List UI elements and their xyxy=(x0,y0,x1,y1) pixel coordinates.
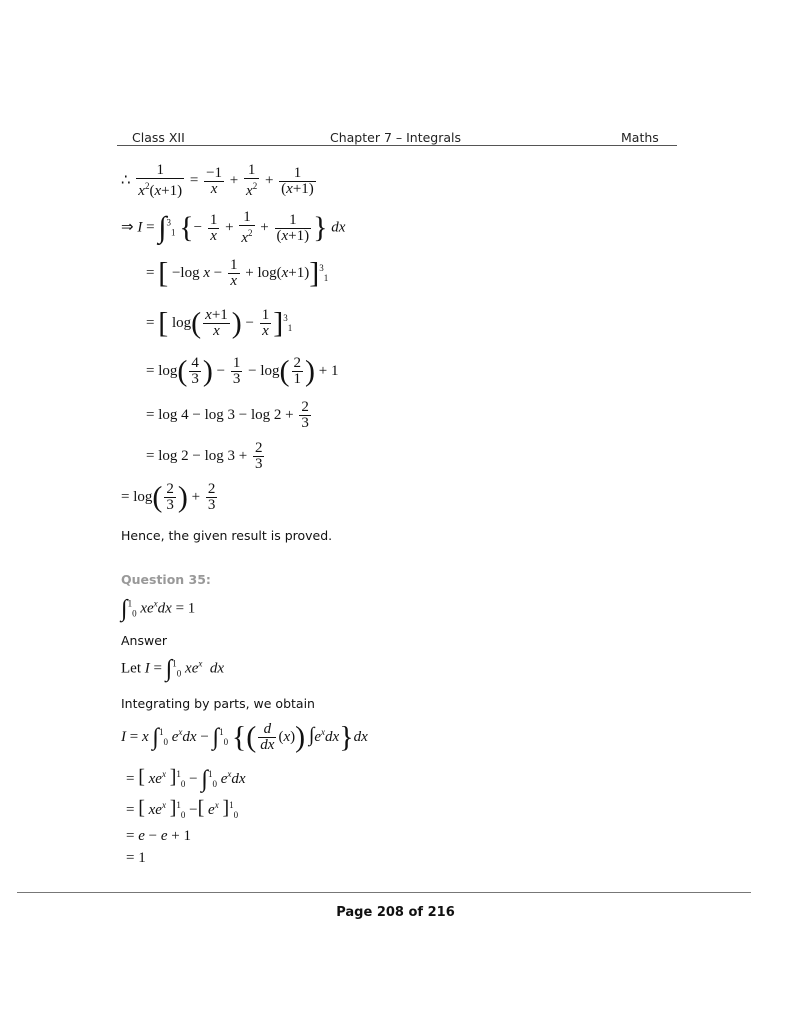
step-3: = [ $xe^x$ ]$^1_0$ −[ $e^x$ ]$^1_0$ xyxy=(126,797,239,820)
question-statement: ∫$^1_0$ $xe^xdx = 1$ xyxy=(121,596,196,622)
equation-integral-setup: ⇒ I = ∫$^3_1$ {− $\frac{1}{x}$ + $\frac{1}{x^2}$ + $\frac{1}{(x+1)}$ } dx xyxy=(121,209,346,246)
equation-expanded-logs: = log 4 − log 3 − log 2 + $\frac{2}{3}$ xyxy=(146,399,309,431)
equation-evaluated: = log( $\frac{4}{3}$ ) − $\frac{1}{3}$ − log( $\frac{2}{1}$ ) + 1 xyxy=(146,354,339,388)
equation-antiderivative: = [ −log x − $\frac{1}{x}$ + log(x+1)]$^3_1$ xyxy=(146,256,329,290)
conclusion-text: Hence, the given result is proved. xyxy=(121,528,333,543)
equation-partial-fractions: ∴ $\frac{1}{x^2(x+1)}$ = $\frac{-1}{x}$ + $\frac{1}{x^2}$ + $\frac{1}{(x+1)}$ xyxy=(121,162,314,199)
equation-simplified: = log 2 − log 3 + $\frac{2}{3}$ xyxy=(146,440,263,472)
page-number: Page 208 of 216 xyxy=(336,905,455,920)
step-4: = e − e + 1 xyxy=(126,828,191,844)
answer-label: Answer xyxy=(121,633,168,648)
header-subject: Maths xyxy=(621,130,659,145)
method-text: Integrating by parts, we obtain xyxy=(121,696,315,711)
step-5: = 1 xyxy=(126,850,146,866)
question-heading: Question 35: xyxy=(121,572,211,587)
let-statement: Let I = ∫$^1_0$ $xe^x$ dx xyxy=(121,656,225,682)
equation-combined-log: = [ log( $\frac{x+1}{x}$ ) − $\frac{1}{x}$ ]$^3_1$ xyxy=(146,306,293,340)
header-divider xyxy=(117,145,677,146)
step-integration-by-parts: I = x ∫$^1_0$ $e^xdx - \int^1_0$ {( $\frac{d}{dx}$ (x)) $\int e^xdx\}dx$ xyxy=(121,720,368,754)
footer-divider xyxy=(17,892,751,893)
step-2: = [ $xe^x$ ]$^1_0$ − ∫$^1_0$ $e^xdx$ xyxy=(126,766,246,793)
header-class: Class XII xyxy=(132,130,185,145)
header-chapter: Chapter 7 – Integrals xyxy=(330,130,462,145)
equation-final-result: = log( $\frac{2}{3}$ ) + $\frac{2}{3}$ xyxy=(121,480,216,514)
